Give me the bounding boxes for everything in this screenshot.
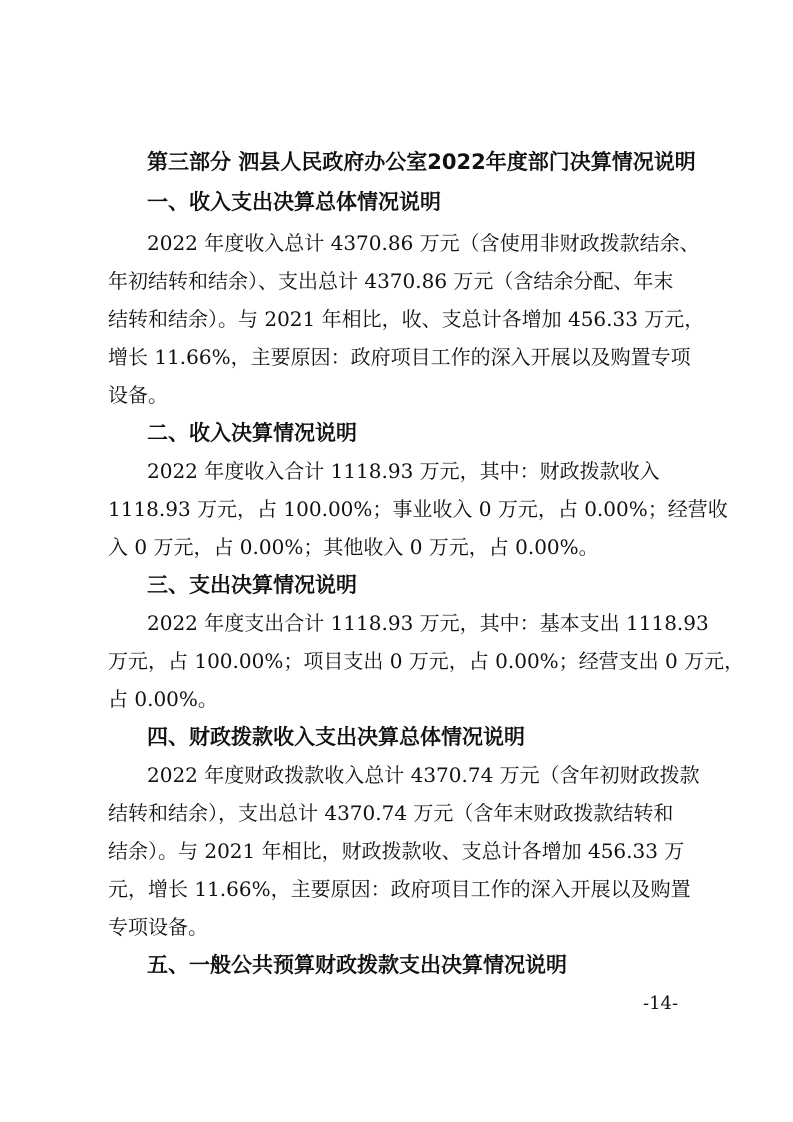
page-number: -14- <box>643 993 679 1014</box>
paragraph-line: 2022 年度收入总计 4370.86 万元（含使用非财政拨款结余、 <box>147 231 700 255</box>
paragraph-line: 增长 11.66%，主要原因：政府项目工作的深入开展以及购置专项 <box>108 345 691 369</box>
paragraph-line: 结转和结余）。与 2021 年相比，收、支总计各增加 456.33 万元， <box>108 307 705 331</box>
section-heading-3: 三、支出决算情况说明 <box>147 573 357 597</box>
section-heading-5: 五、一般公共预算财政拨款支出决算情况说明 <box>147 953 567 977</box>
section-heading-1: 一、收入支出决算总体情况说明 <box>147 190 441 214</box>
paragraph-line: 元，增长 11.66%，主要原因：政府项目工作的深入开展以及购置 <box>108 877 691 901</box>
paragraph-line: 2022 年度收入合计 1118.93 万元，其中：财政拨款收入 <box>147 459 660 483</box>
paragraph-line: 设备。 <box>108 383 168 407</box>
paragraph-line: 专项设备。 <box>108 915 208 939</box>
paragraph-line: 2022 年度财政拨款收入总计 4370.74 万元（含年初财政拨款 <box>147 763 700 787</box>
paragraph-line: 万元，占 100.00%；项目支出 0 万元，占 0.00%；经营支出 0 万元， <box>108 649 745 673</box>
paragraph-line: 占 0.00%。 <box>108 687 218 711</box>
paragraph-line: 年初结转和结余）、支出总计 4370.86 万元（含结余分配、年末 <box>108 269 674 293</box>
paragraph-line: 2022 年度支出合计 1118.93 万元，其中：基本支出 1118.93 <box>147 611 709 635</box>
paragraph-line: 结转和结余），支出总计 4370.74 万元（含年末财政拨款结转和 <box>108 801 674 825</box>
paragraph-line: 入 0 万元，占 0.00%；其他收入 0 万元，占 0.00%。 <box>108 535 599 559</box>
section-heading-2: 二、收入决算情况说明 <box>147 421 357 445</box>
paragraph-line: 结余）。与 2021 年相比，财政拨款收、支总计各增加 456.33 万 <box>108 839 685 863</box>
section-heading-4: 四、财政拨款收入支出决算总体情况说明 <box>147 725 525 749</box>
paragraph-line: 1118.93 万元，占 100.00%；事业收入 0 万元，占 0.00%；经营收 <box>108 497 728 521</box>
page-title: 第三部分 泗县人民政府办公室2022年度部门决算情况说明 <box>147 150 696 174</box>
